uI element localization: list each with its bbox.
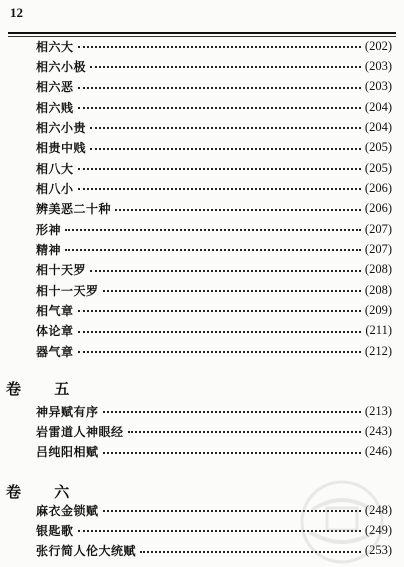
toc-entry-page: (206) [364, 201, 392, 216]
header-rule-thick [8, 32, 396, 34]
toc-entry-page: (203) [364, 79, 392, 94]
toc-entry-page: (205) [364, 140, 392, 155]
toc-entry-title: 辨美恶二十种 [36, 202, 112, 217]
toc-entry-title: 相十天罗 [36, 263, 87, 278]
dot-leader [103, 510, 361, 512]
toc-entry[interactable] [0, 321, 404, 341]
toc-entry-title: 形神 [36, 222, 62, 237]
volume-heading: 卷 六 [6, 483, 84, 501]
toc-entry-page: (206) [364, 180, 392, 195]
dot-leader [103, 452, 361, 454]
toc-entry-title: 精神 [36, 242, 62, 257]
toc-entry-title: 相六小极 [36, 59, 87, 74]
toc-entry-page: (243) [364, 423, 392, 438]
dot-leader [78, 310, 361, 312]
toc-entry-title: 吕纯阳相赋 [36, 445, 99, 460]
toc-entry-page: (208) [364, 282, 392, 297]
dot-leader [90, 270, 361, 272]
volume-heading: 卷 五 [6, 380, 84, 398]
dot-leader [115, 209, 361, 211]
dot-leader [140, 551, 361, 553]
dot-leader [90, 127, 361, 129]
dot-leader [78, 331, 362, 333]
toc-entry[interactable] [0, 158, 404, 178]
toc-entry[interactable] [0, 260, 404, 280]
dot-leader [90, 66, 361, 68]
toc-entry-title: 相六大 [36, 39, 74, 54]
toc-entry-page: (248) [364, 502, 392, 517]
toc-entry[interactable] [0, 138, 404, 158]
toc-entry[interactable] [0, 219, 404, 239]
toc-entry-title: 体论章 [36, 324, 74, 339]
toc-entry[interactable] [0, 341, 404, 361]
toc-entry-title: 神异赋有序 [36, 404, 99, 419]
toc-entry-page: (246) [364, 444, 392, 459]
toc-section-continued [0, 36, 404, 361]
toc-entry[interactable] [0, 56, 404, 76]
dot-leader [128, 431, 361, 433]
toc-entry-title: 相气章 [36, 303, 74, 318]
dot-leader [78, 168, 361, 170]
toc-entry[interactable] [0, 117, 404, 137]
toc-entry[interactable] [0, 300, 404, 320]
toc-entry-title: 相六小贵 [36, 120, 87, 135]
toc-entry[interactable] [0, 239, 404, 259]
toc-entry-title: 张行简人伦大统赋 [36, 544, 137, 559]
toc-entry-page: (204) [364, 99, 392, 114]
toc-entry[interactable] [0, 401, 404, 421]
toc-section-volume-5 [0, 401, 404, 462]
toc-entry-title: 相六贱 [36, 100, 74, 115]
toc-entry-page: (207) [364, 241, 392, 256]
toc-entry-title: 麻衣金锁赋 [36, 503, 99, 518]
toc-entry[interactable] [0, 178, 404, 198]
dot-leader [65, 249, 361, 251]
dot-leader [78, 351, 361, 353]
toc-entry[interactable] [0, 77, 404, 97]
dot-leader [78, 46, 361, 48]
toc-entry[interactable] [0, 541, 404, 561]
toc-entry-title: 相六恶 [36, 80, 74, 95]
toc-entry[interactable] [0, 500, 404, 520]
dot-leader [78, 87, 361, 89]
dot-leader [78, 530, 361, 532]
toc-entry-page: (249) [364, 522, 392, 537]
dot-leader [65, 229, 361, 231]
toc-entry[interactable] [0, 199, 404, 219]
toc-entry-title: 相八小 [36, 181, 74, 196]
toc-entry[interactable] [0, 421, 404, 441]
toc-entry-title: 器气章 [36, 344, 74, 359]
toc-entry-title: 岩雷道人神眼经 [36, 424, 124, 439]
toc-entry-page: (203) [364, 58, 392, 73]
toc-entry-page: (213) [364, 403, 392, 418]
toc-entry-title: 银匙歌 [36, 523, 74, 538]
toc-entry-page: (207) [364, 221, 392, 236]
toc-section-volume-6 [0, 500, 404, 561]
toc-entry-title: 相十一天罗 [36, 283, 99, 298]
toc-entry-page: (209) [364, 302, 392, 317]
toc-entry[interactable] [0, 36, 404, 56]
toc-entry-page: (212) [364, 343, 392, 358]
toc-entry-title: 相八大 [36, 161, 74, 176]
dot-leader [78, 107, 361, 109]
dot-leader [103, 411, 361, 413]
toc-entry[interactable] [0, 520, 404, 540]
toc-entry[interactable] [0, 280, 404, 300]
toc-entry-title: 相贵中贱 [36, 141, 87, 156]
toc-entry[interactable] [0, 97, 404, 117]
dot-leader [78, 188, 361, 190]
toc-entry-page: (202) [364, 38, 392, 53]
dot-leader [103, 290, 361, 292]
toc-entry-page: (211) [365, 323, 392, 338]
toc-entry-page: (205) [364, 160, 392, 175]
toc-entry[interactable] [0, 442, 404, 462]
toc-entry-page: (253) [364, 543, 392, 558]
toc-entry-page: (208) [364, 262, 392, 277]
dot-leader [90, 148, 361, 150]
toc-entry-page: (204) [364, 119, 392, 134]
page-number: 12 [10, 5, 23, 20]
